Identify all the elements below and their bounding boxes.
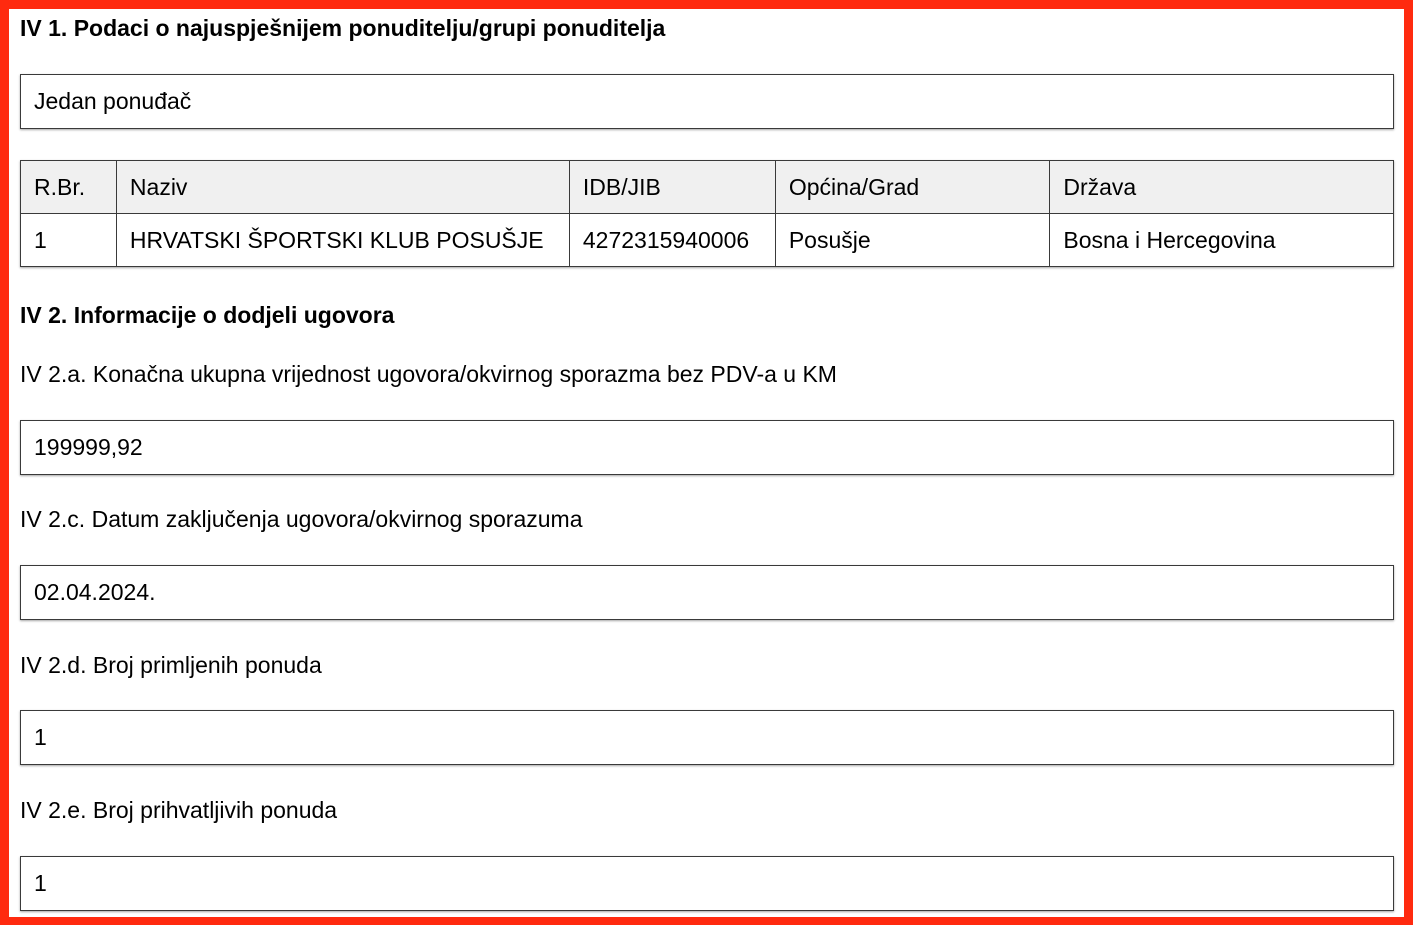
received-offers-label: IV 2.d. Broj primljenih ponuda (20, 652, 322, 678)
section-iv2-heading: IV 2. Informacije o dodjeli ugovora (20, 302, 395, 328)
section-iv1-heading: IV 1. Podaci o najuspješnijem ponuditelju/grupi ponuditelja (20, 15, 666, 41)
bidder-type-field: Jedan ponuđač (20, 74, 1394, 129)
cell-rbr: 1 (21, 214, 117, 267)
column-header-naziv: Naziv (116, 161, 569, 214)
column-header-drzava: Država (1050, 161, 1394, 214)
acceptable-offers-label: IV 2.e. Broj prihvatljivih ponuda (20, 797, 338, 823)
cell-opcina-grad: Posušje (775, 214, 1050, 267)
column-header-idb-jib: IDB/JIB (569, 161, 775, 214)
contract-value-label: IV 2.a. Konačna ukupna vrijednost ugovora/okvirnog sporazma bez PDV-a u KM (20, 361, 837, 387)
bidders-table (20, 160, 1394, 267)
cell-idb-jib: 4272315940006 (569, 214, 775, 267)
contract-date-field: 02.04.2024. (20, 565, 1394, 620)
cell-drzava: Bosna i Hercegovina (1050, 214, 1394, 267)
acceptable-offers-field: 1 (20, 856, 1394, 911)
column-header-rbr: R.Br. (21, 161, 117, 214)
received-offers-field: 1 (20, 710, 1394, 765)
table-header-row (21, 161, 1394, 214)
table-row (21, 214, 1394, 267)
cell-naziv: HRVATSKI ŠPORTSKI KLUB POSUŠJE (116, 214, 569, 267)
contract-date-label: IV 2.c. Datum zaključenja ugovora/okvirnog sporazuma (20, 506, 583, 532)
column-header-opcina-grad: Općina/Grad (775, 161, 1050, 214)
contract-value-field: 199999,92 (20, 420, 1394, 475)
